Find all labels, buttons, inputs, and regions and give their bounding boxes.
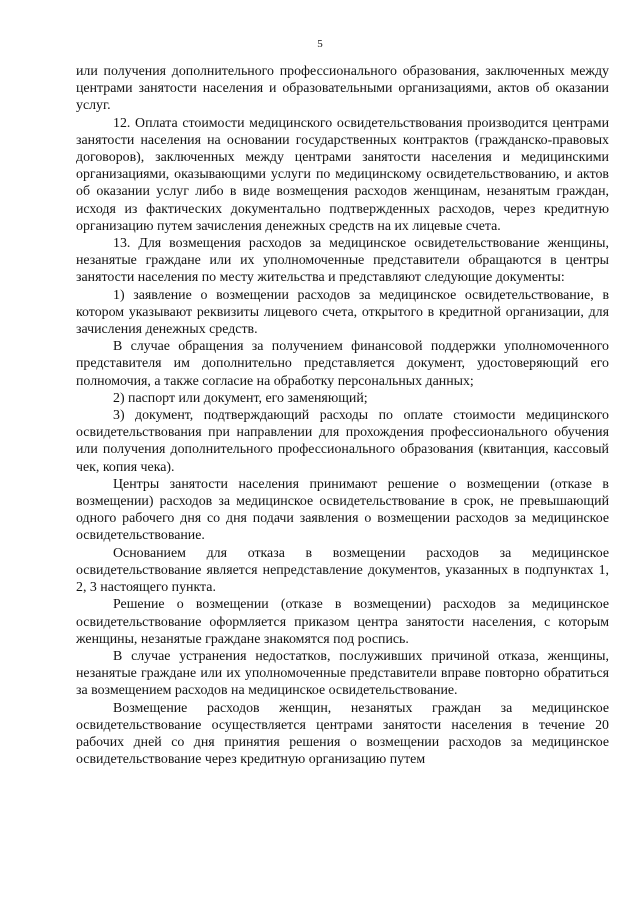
paragraph-item-12: 12. Оплата стоимости медицинского освидетельствования производится центрами занятости населения на основании государственных контрактов (гражданско-правовых договоров), заключенных между центрами занятости населения и медицинскими организациями, оказывающими услуги по медицинскому освидетельствованию, и актов об оказании услуг либо в виде возмещения расходов женщинам, незанятым граждан, исходя из фактических документально подтвержденных расходов, через кредитную организацию путем зачисления денежных средств на их лицевые счета.	[76, 115, 609, 234]
paragraph-representative: В случае обращения за получением финансовой поддержки уполномоченного представителя им дополнительно представляется документ, удостоверяющий его полномочия, а также согласие на обработку персональных данных;	[76, 339, 609, 389]
paragraph-decision-term: Центры занятости населения принимают решение о возмещении (отказе в возмещении) расходов за медицинское освидетельствование в срок, не превышающий одного рабочего дня со дня подачи заявления о возмещении расходов за медицинское освидетельствование.	[76, 476, 609, 544]
paragraph-continuation: или получения дополнительного профессионального образования, заключенных между центрами занятости населения и образовательными организациями, актов об оказании услуг.	[76, 64, 609, 114]
paragraph-subitem-2: 2) паспорт или документ, его заменяющий;	[113, 390, 368, 406]
page-number: 5	[317, 38, 323, 50]
paragraph-item-13: 13. Для возмещения расходов за медицинское освидетельствование женщины, незанятые граждане или их уполномоченные представители обращаются в центры занятости населения по месту жительства и представляют следующие документы:	[76, 236, 609, 286]
paragraph-subitem-3: 3) документ, подтверждающий расходы по оплате стоимости медицинского освидетельствования при направлении для прохождения профессионального обучения или получения дополнительного профессионального образования (квитанция, кассовый чек, копия чека).	[76, 408, 609, 475]
paragraph-subitem-1: 1) заявление о возмещении расходов за медицинское освидетельствование, в котором указывают реквизиты лицевого счета, открытого в кредитной организации, для зачисления денежных средств.	[76, 287, 609, 338]
paragraph-reimbursement: Возмещение расходов женщин, незанятых граждан за медицинское освидетельствование осуществляется центрами занятости населения в течение 20 рабочих дней со дня принятия решения о возмещении расходов за медицинское освидетельствование через кредитную организацию путем	[76, 700, 609, 768]
paragraph-reapplication: В случае устранения недостатков, послуживших причиной отказа, женщины, незанятые граждане или их уполномоченные представители вправе повторно обратиться за возмещением расходов на медицинское освидетельствование.	[76, 648, 609, 699]
paragraph-refusal-grounds: Основанием для отказа в возмещении расходов за медицинское освидетельствование является непредставление документов, указанных в подпунктах 1, 2, 3 настоящего пункта.	[76, 545, 609, 596]
paragraph-decision-order: Решение о возмещении (отказе в возмещении) расходов за медицинское освидетельствование оформляется приказом центра занятости населения, с которым женщины, незанятые граждане знакомятся под роспись.	[76, 597, 609, 647]
document-body	[76, 63, 609, 768]
